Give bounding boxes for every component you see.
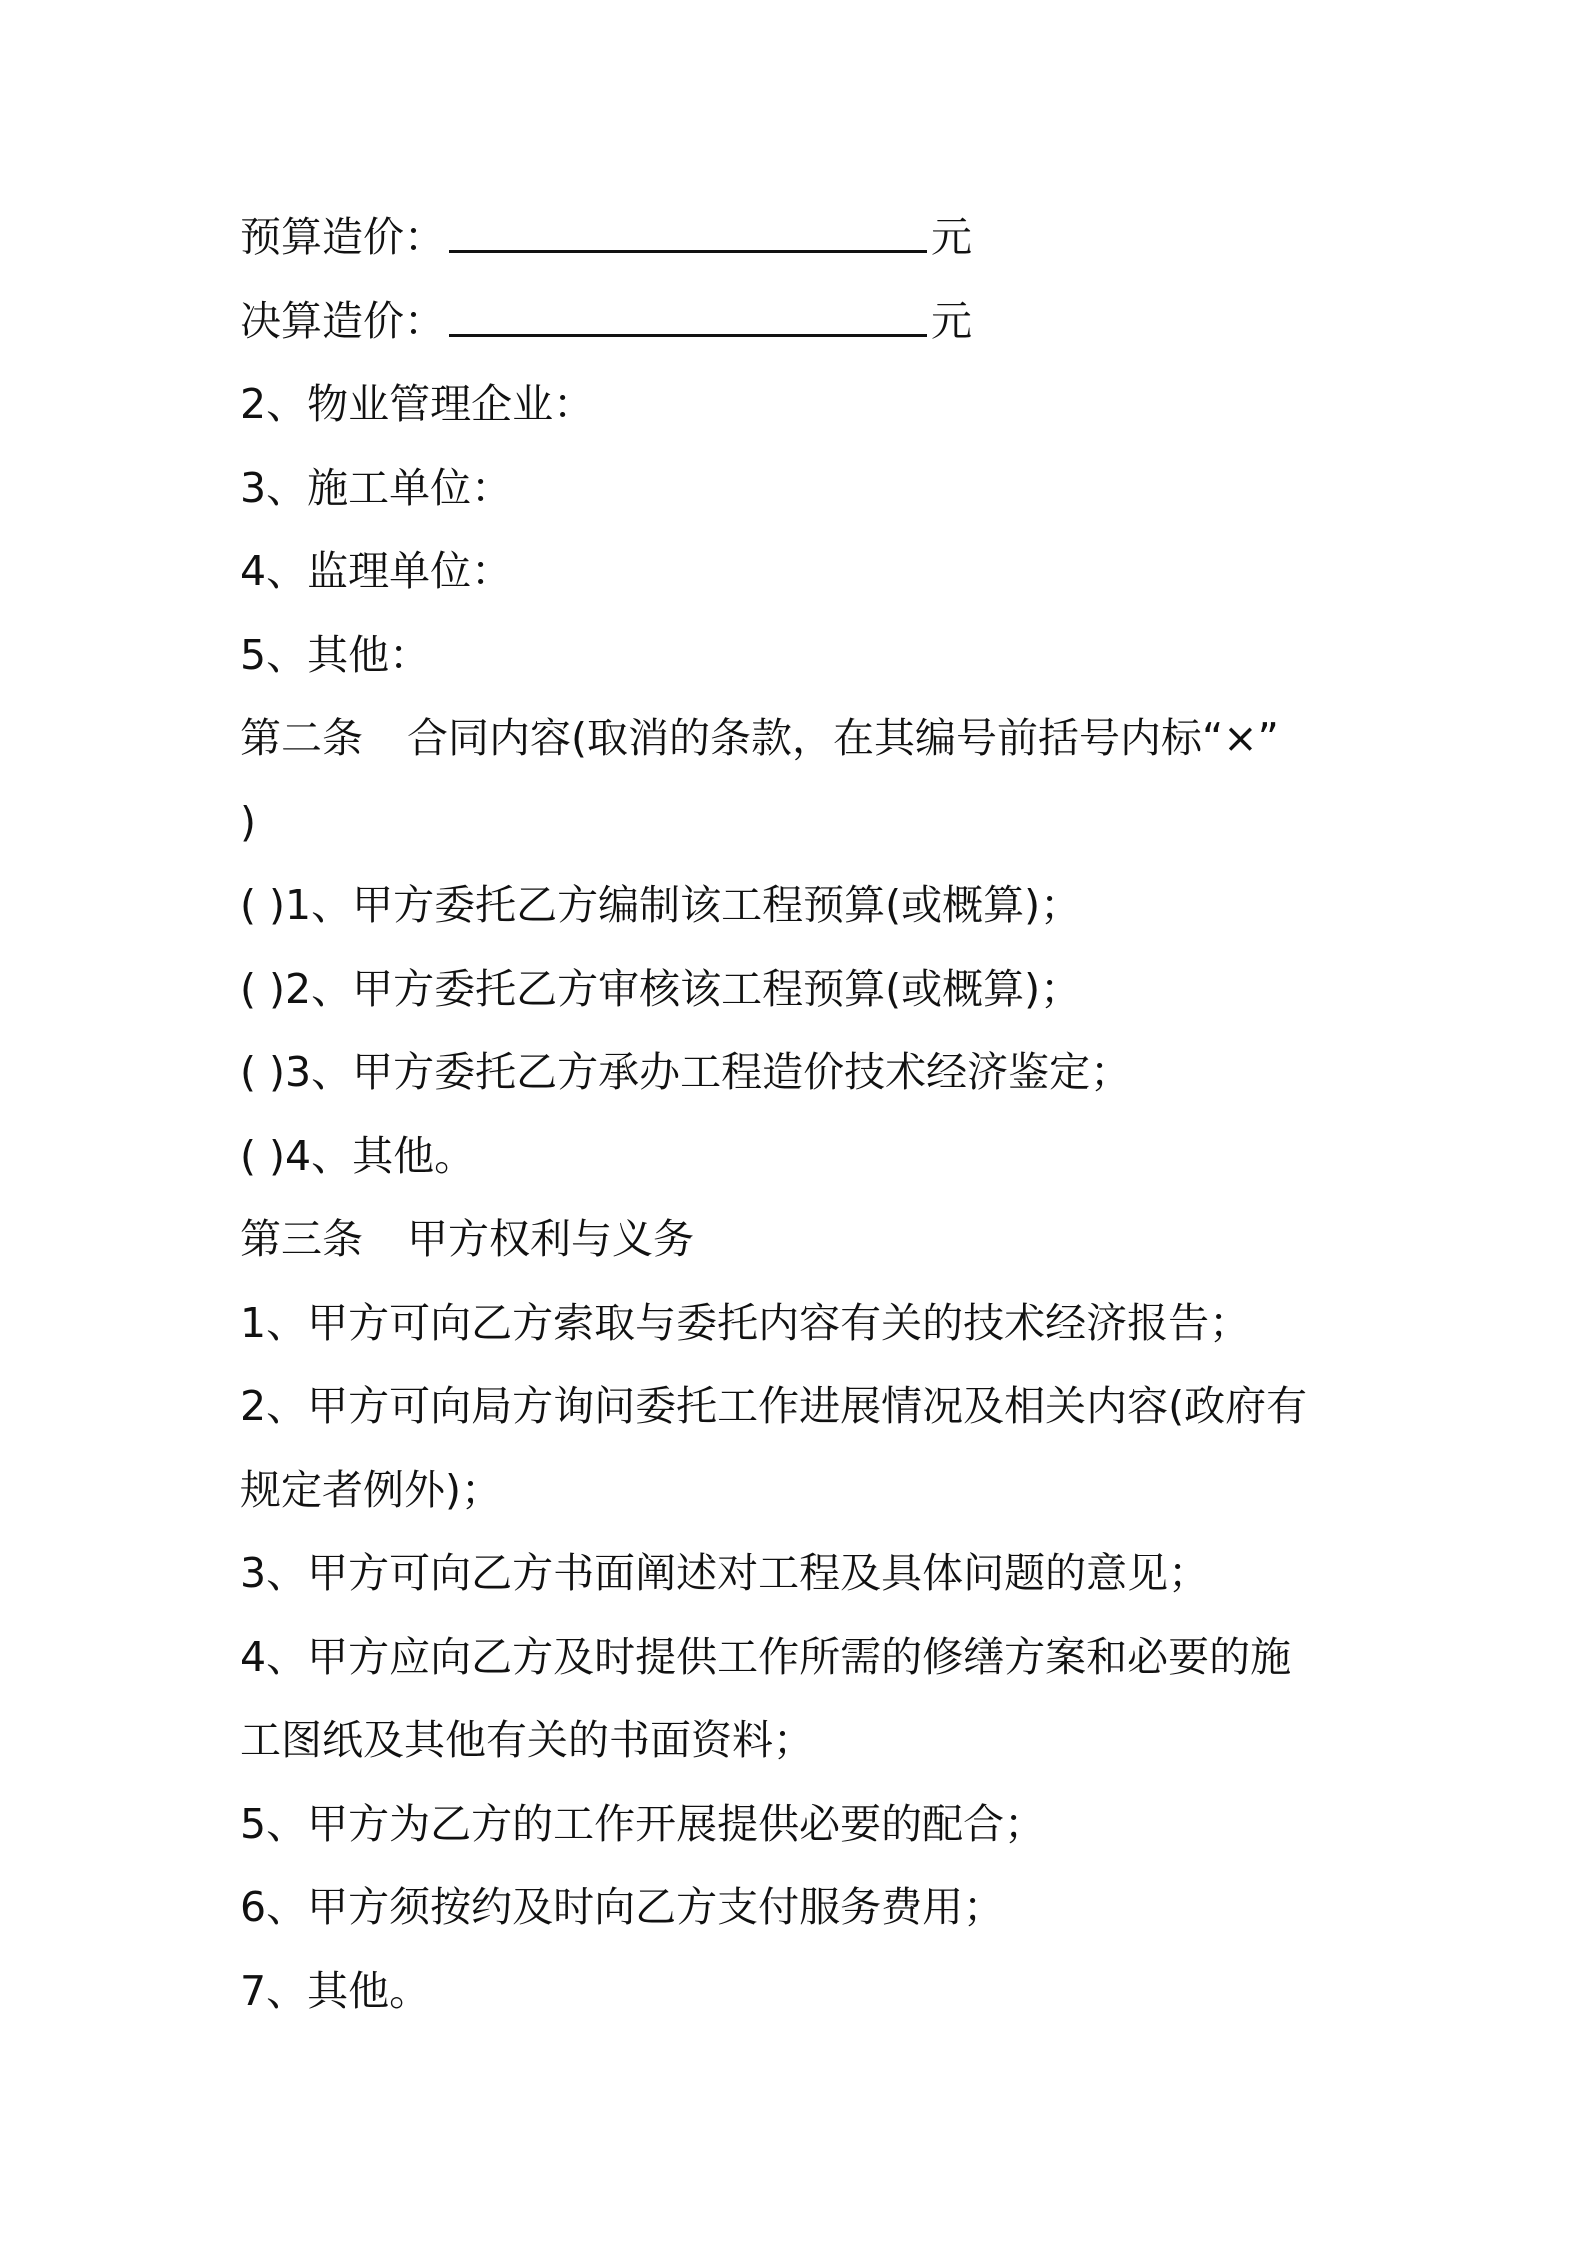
final-cost-line [240,280,1360,364]
budget-cost-label: 预算造价： [240,213,445,261]
article-3-item: 2、甲方可向局方询问委托工作进展情况及相关内容(政府有 [240,1382,1308,1430]
party-supervision: 4、监理单位： [240,547,513,595]
final-cost-unit: 元 [931,296,972,345]
budget-cost-line [240,196,1360,280]
budget-cost-blank[interactable] [449,209,927,253]
article-2-item: ( )3、甲方委托乙方承办工程造价技术经济鉴定； [240,1048,1132,1096]
article-3-item: 规定者例外)； [240,1465,502,1514]
article-2-item: ( )2、甲方委托乙方审核该工程预算(或概算)； [240,964,1082,1013]
article-2-title: 合同内容(取消的条款，在其编号前括号内标“×” [407,714,1279,762]
party-other: 5、其他： [240,630,431,679]
final-cost-label: 决算造价： [240,296,445,345]
article-2-heading-end: ) [240,797,256,846]
article-3-number: 第三条 [240,1215,363,1263]
article-3-item: 工图纸及其他有关的书面资料； [240,1716,814,1764]
article-2-heading [240,697,1360,781]
party-construction: 3、施工单位： [240,463,513,512]
article-2-item: ( )1、甲方委托乙方编制该工程预算(或概算)； [240,881,1082,929]
article-3-item: 6、甲方须按约及时向乙方支付服务费用； [240,1883,1005,1931]
contract-body [240,196,1360,2033]
article-3-item: 7、其他。 [240,1966,431,2015]
article-3-heading [240,1198,1360,1282]
article-2-number: 第二条 [240,714,363,762]
final-cost-blank[interactable] [449,293,927,337]
article-3-item: 5、甲方为乙方的工作开展提供必要的配合； [240,1799,1046,1848]
budget-cost-unit: 元 [931,213,972,261]
article-3-item: 4、甲方应向乙方及时提供工作所需的修缮方案和必要的施 [240,1632,1292,1681]
article-3-item: 3、甲方可向乙方书面阐述对工程及具体问题的意见； [240,1549,1210,1597]
article-2-item: ( )4、其他。 [240,1131,476,1180]
party-property-management: 2、物业管理企业： [240,380,595,428]
article-3-item: 1、甲方可向乙方索取与委托内容有关的技术经济报告； [240,1298,1251,1347]
article-3-title: 甲方权利与义务 [407,1215,694,1263]
